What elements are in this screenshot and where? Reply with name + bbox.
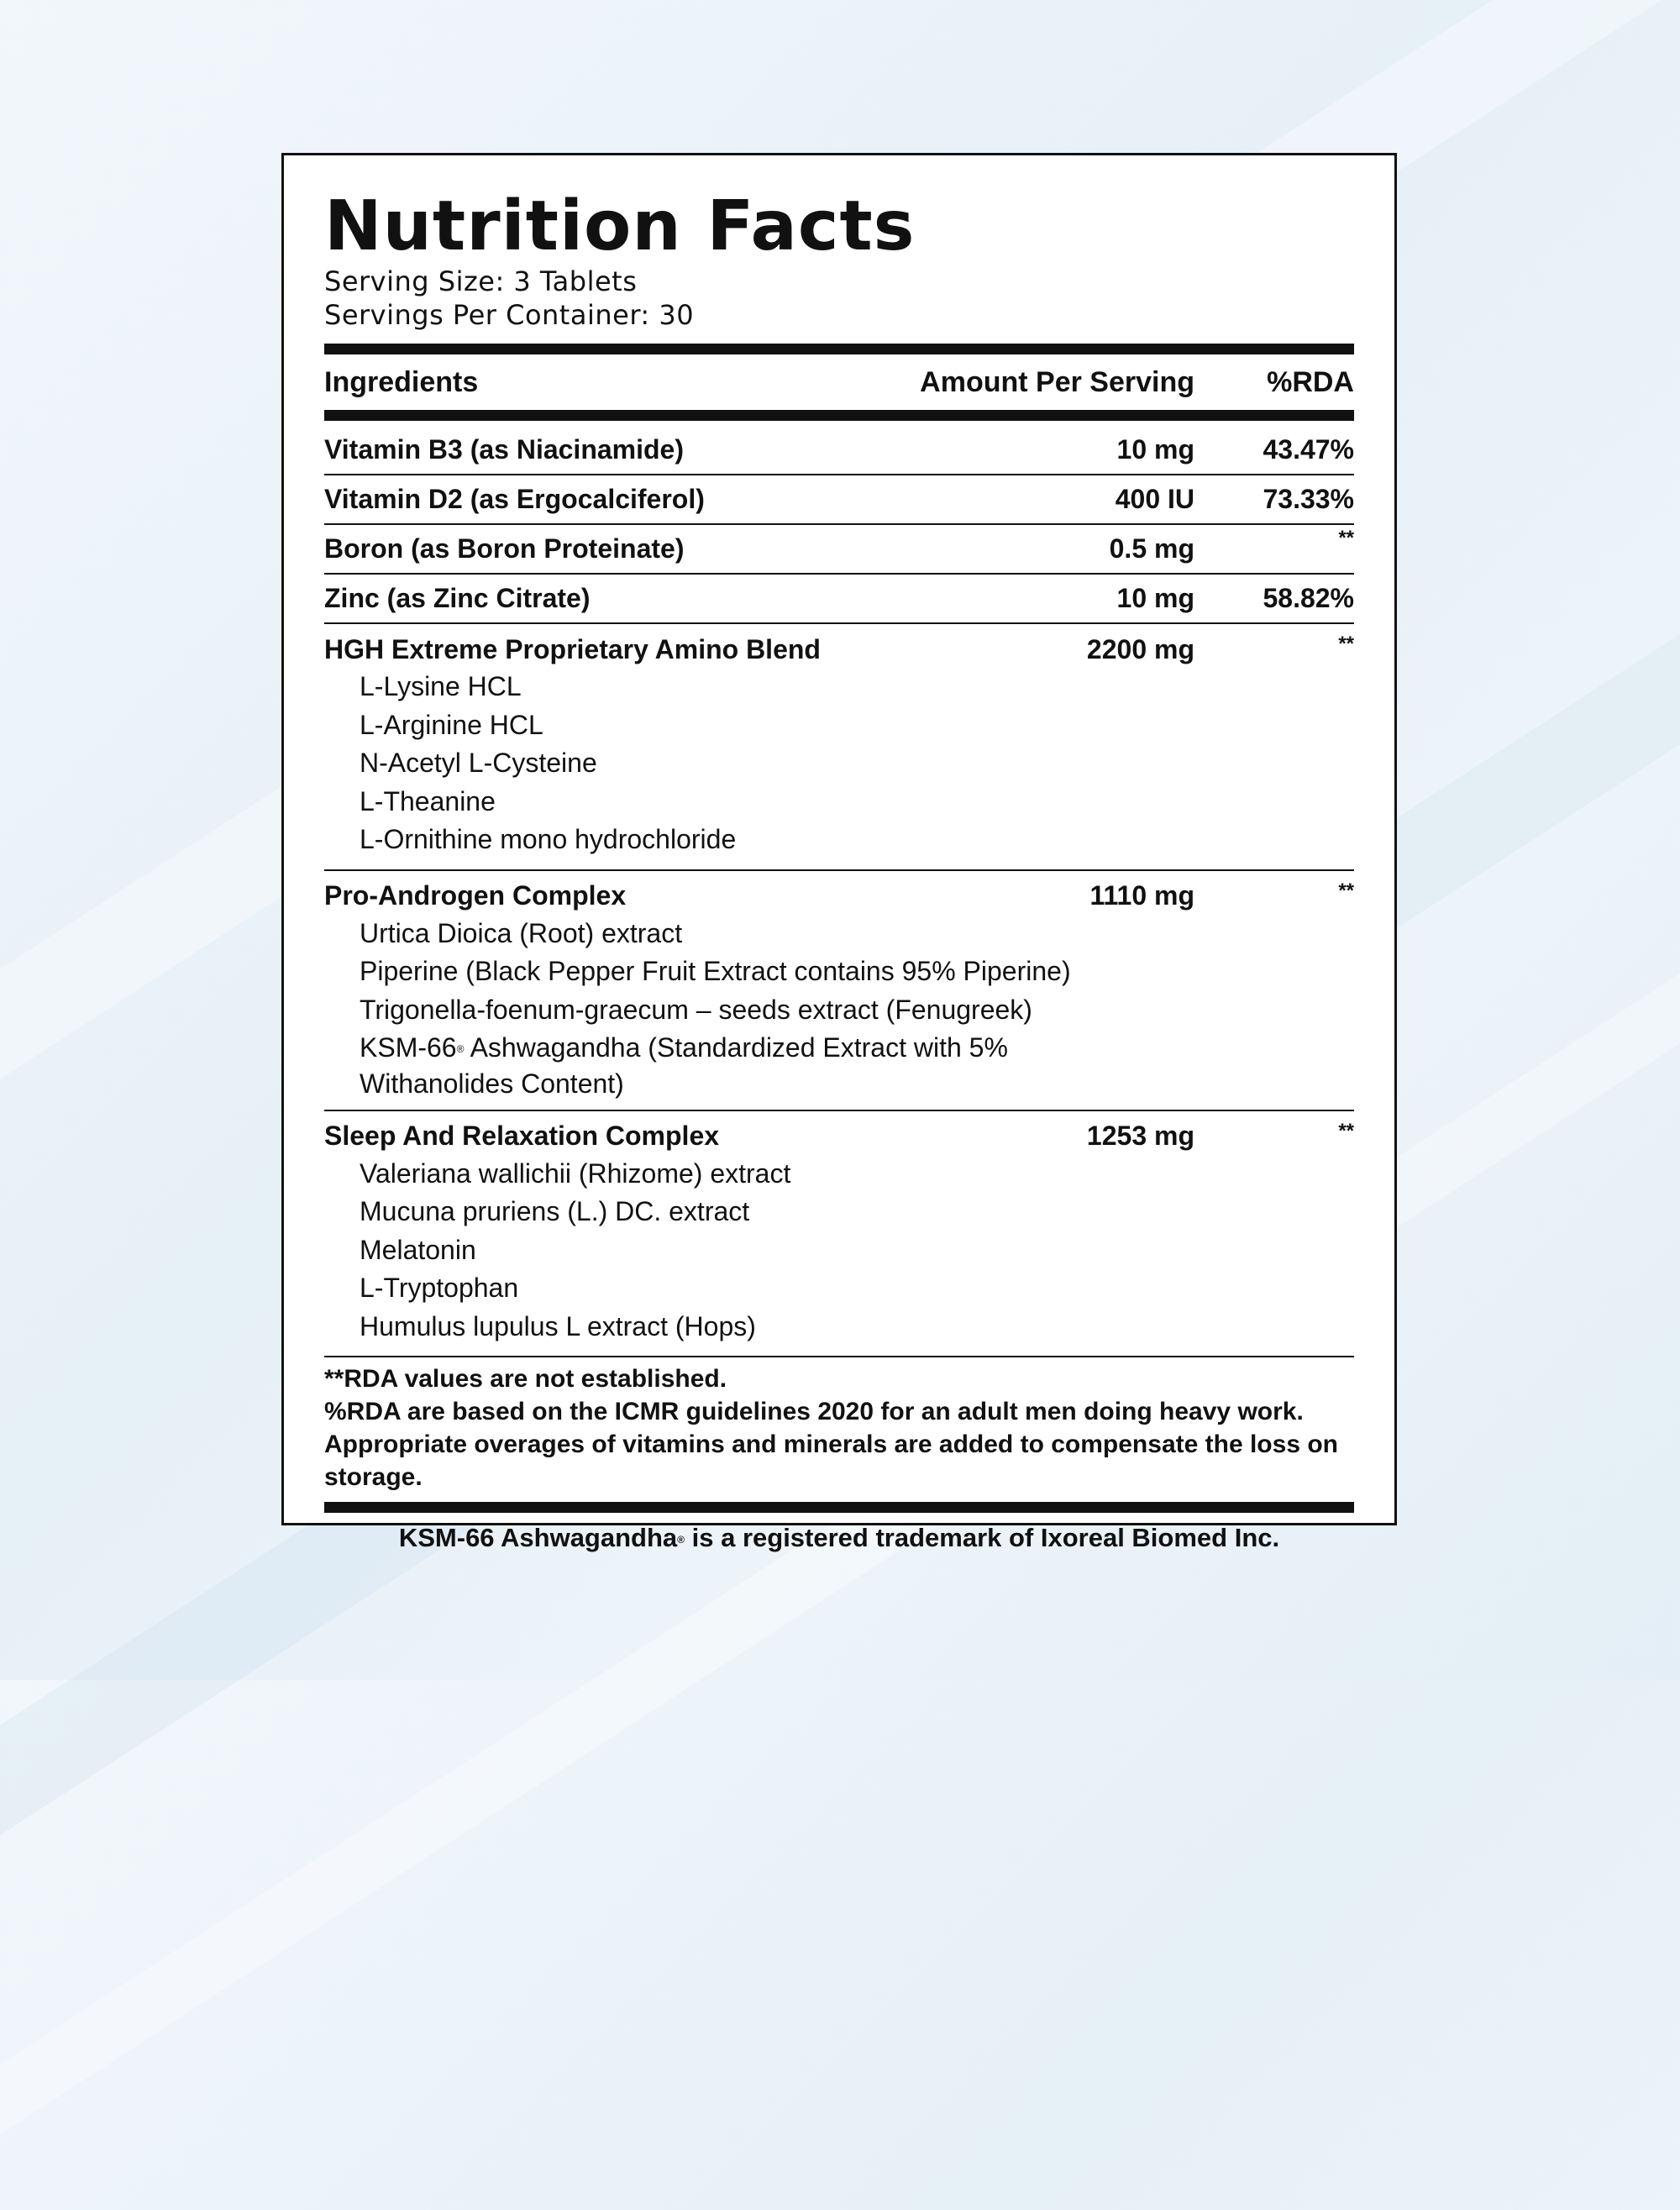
divider-thick [324, 344, 1354, 354]
panel-content [324, 186, 1354, 1563]
ksm66-name: KSM-66 [360, 1032, 457, 1063]
ingredient-amount: 0.5 mg [1109, 533, 1194, 564]
ingredient-name: Vitamin B3 (as Niacinamide) [324, 434, 684, 465]
ingredient-name: Vitamin D2 (as Ergocalciferol) [324, 484, 705, 514]
header-ingredients: Ingredients [324, 365, 479, 398]
blend-name: Sleep And Relaxation Complex [324, 1121, 720, 1151]
label-title: Nutrition Facts [324, 186, 916, 266]
trademark-product: KSM-66 Ashwagandha [398, 1523, 678, 1552]
trademark-notice [324, 1513, 1354, 1563]
blend-item: Valeriana wallichii (Rhizome) extract [360, 1157, 791, 1189]
blend-header [324, 878, 1354, 915]
table-row [324, 426, 1354, 474]
blend-rda: ** [1338, 1119, 1354, 1142]
ingredient-name: Boron (as Boron Proteinate) [324, 533, 685, 564]
table-row [324, 475, 1354, 523]
ingredient-rda: 43.47% [1263, 434, 1354, 465]
blend-item-ksm66 [324, 1029, 1354, 1068]
table-row [324, 525, 1354, 573]
ingredient-rda: 58.82% [1263, 583, 1354, 613]
blend-amount: 2200 mg [1086, 633, 1194, 664]
blend-item: L-Lysine HCL [360, 671, 522, 701]
servings-per-container: Servings Per Container: 30 [324, 299, 695, 331]
blend-item: L-Tryptophan [360, 1273, 519, 1303]
blend-item: N-Acetyl L-Cysteine [360, 748, 597, 778]
ingredient-name: Zinc (as Zinc Citrate) [324, 583, 591, 613]
ingredient-rda: 73.33% [1263, 484, 1354, 514]
blend-rda: ** [1338, 633, 1354, 655]
footnote: **RDA values are not established. [324, 1365, 727, 1393]
table-row [324, 575, 1354, 622]
blend-item: Piperine (Black Pepper Fruit Extract contains 95% Piperine) [360, 956, 1071, 986]
footnote: %RDA are based on the ICMR guidelines 2020 for an adult men doing heavy work. [324, 1398, 1304, 1425]
blend-item: Mucuna pruriens (L.) DC. extract [360, 1196, 750, 1226]
blend-group [324, 871, 1354, 1110]
serving-size: Serving Size: 3 Tablets [324, 265, 638, 297]
footnote: Appropriate overages of vitamins and minerals are added to compensate the loss on storage. [324, 1430, 1338, 1491]
nutrition-facts-panel [281, 153, 1397, 1552]
blend-item: L-Ornithine mono hydrochloride [360, 824, 737, 854]
blend-group [324, 624, 1354, 869]
blend-amount: 1110 mg [1089, 880, 1194, 911]
ingredient-amount: 10 mg [1116, 434, 1194, 465]
blend-item: Humulus lupulus L extract (Hops) [360, 1310, 756, 1341]
blend-rda: ** [1338, 879, 1354, 902]
divider-thick [324, 410, 1354, 421]
footnotes [324, 1357, 1354, 1502]
ingredient-amount: 10 mg [1116, 583, 1194, 613]
blend-header [324, 631, 1354, 668]
ingredient-rda: ** [1338, 527, 1354, 549]
header-amount: Amount Per Serving [920, 365, 1194, 398]
blend-item: Urtica Dioica (Root) extract [360, 917, 683, 948]
blend-group [324, 1111, 1354, 1357]
blend-item: Trigonella-foenum-graecum – seeds extract (Fenugreek) [360, 994, 1032, 1025]
blend-item: L-Theanine [360, 785, 496, 816]
blend-name: Pro-Androgen Complex [324, 880, 627, 911]
blend-header [324, 1118, 1354, 1155]
blend-item: Melatonin [360, 1234, 476, 1265]
trademark-text: is a registered trademark of Ixoreal Biomed Inc. [685, 1523, 1280, 1552]
header-rda: %RDA [1267, 365, 1354, 398]
registered-mark: ® [677, 1534, 685, 1546]
blend-amount: 1253 mg [1086, 1121, 1194, 1151]
blend-name: HGH Extreme Proprietary Amino Blend [324, 633, 821, 664]
divider-thick [324, 1502, 1354, 1513]
table-header [324, 354, 1354, 410]
ksm66-description: Ashwagandha (Standardized Extract with 5% [464, 1032, 1008, 1063]
ingredient-amount: 400 IU [1115, 484, 1194, 514]
blend-item: L-Arginine HCL [360, 709, 543, 740]
blend-item-continuation: Withanolides Content) [360, 1068, 624, 1099]
registered-mark: ® [456, 1043, 465, 1055]
